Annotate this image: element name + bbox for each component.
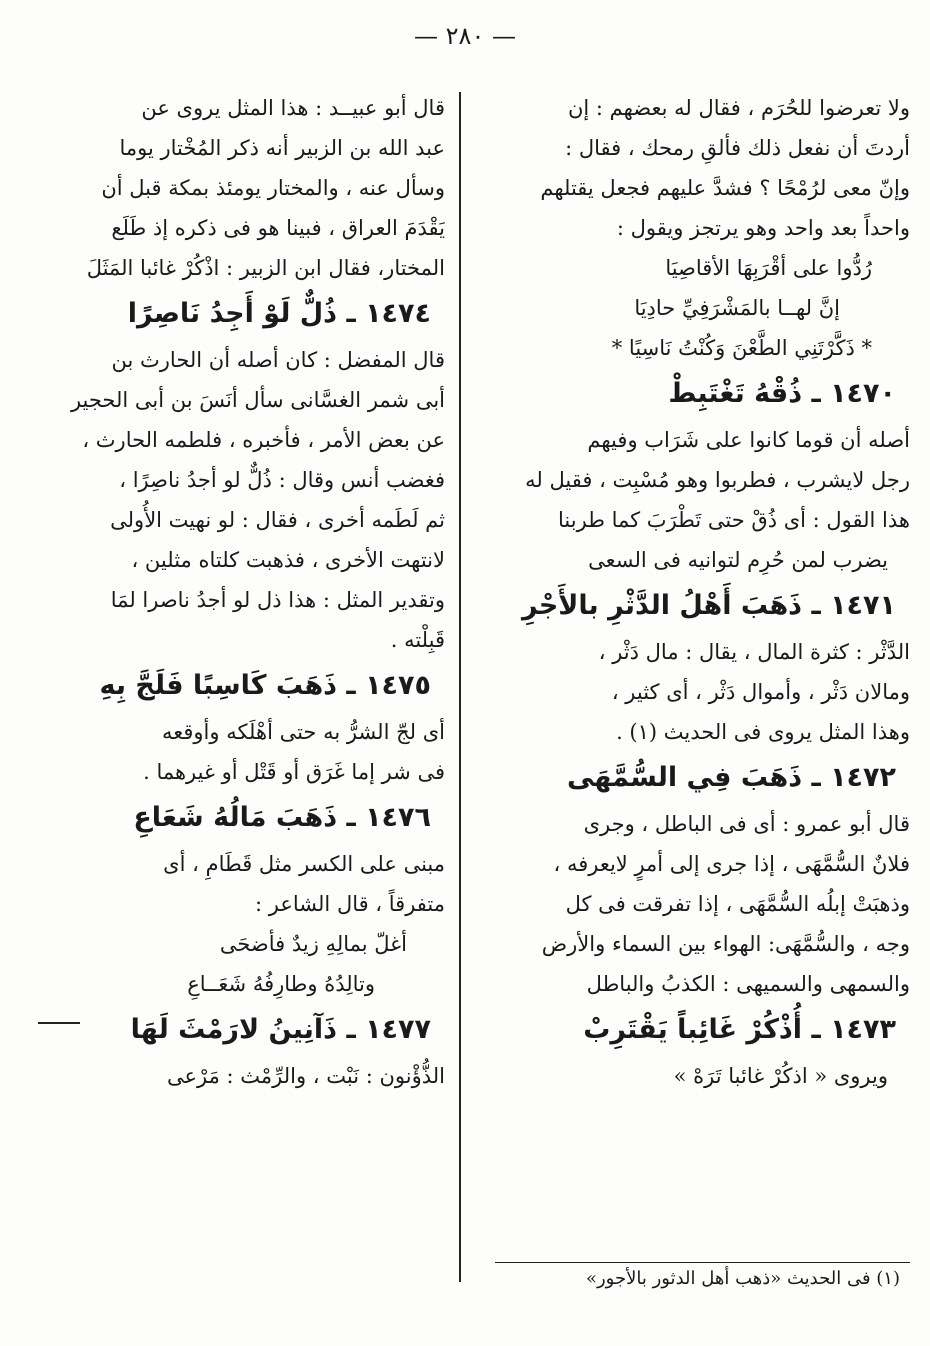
- left-column: [30, 88, 445, 1096]
- text-line: قال أبو عبيــد : هذا المثل يروى عن: [141, 96, 445, 120]
- text-line: فلانٌ السُّمَّهَى ، إذا جرى إلى أمرٍ لايعرفه ،: [553, 852, 910, 876]
- entry-heading-1473: ١٤٧٣ ـ أُذْكُرْ غَائِباً يَقْتَرِبْ: [583, 1014, 896, 1045]
- footnote: (١) فى الحديث «ذهب أهل الدثور بالأجور»: [585, 1268, 900, 1289]
- text-line: والسمهى والسميهى : الكذبُ والباطل: [586, 972, 910, 996]
- text-line: وذهبَتْ إبلُه السُّمَّهَى ، إذا تفرقت فى كل: [565, 892, 910, 916]
- text-line: ولا تعرضوا للحُرَم ، فقال له بعضهم : إن: [567, 96, 910, 120]
- text-line: قال أبو عمرو : أى فى الباطل ، وجرى: [583, 812, 910, 836]
- text-line: فغضب أنس وقال : ذُلٌّ لو أجدُ ناصِرًا ،: [119, 468, 445, 492]
- text-line: هذا القول : أى ذُقْ حتى تَطْرَبَ كما طربنا: [558, 508, 910, 532]
- verse-line: أغلّ بمالِهِ زيدٌ فأضحَى: [219, 932, 407, 956]
- text-line: يضرب لمن حُرِم لتوانيه فى السعى: [588, 548, 888, 572]
- text-line: الدَّثْر : كثرة المال ، يقال : مال دَثْر ،: [598, 640, 910, 664]
- text-line: أردتَ أن نفعل ذلك فألقِ رمحك ، فقال :: [565, 136, 910, 160]
- text-line: وإنّ معى لرُمْحًا ؟ فشدَّ عليهم فجعل يقتلهم: [540, 176, 910, 200]
- text-line: عبد الله بن الزبير أنه ذكر المُخْتار يوما: [119, 136, 445, 160]
- text-line: المختار، فقال ابن الزبير : اذْكُرْ غائبا المَثَلَ: [86, 256, 445, 280]
- text-line: ثم لَطَمه أخرى ، فقال : لو نهيت الأُولى: [110, 508, 445, 532]
- entry-heading-1470: ١٤٧٠ ـ ذُقْهُ تَغْتَبِطْ: [668, 378, 896, 409]
- text-line: وتقدير المثل : هذا ذل لو أجدُ ناصرا لمَا: [110, 588, 445, 612]
- entry-heading-1474: ١٤٧٤ ـ ذُلٌّ لَوْ أَجِدُ نَاصِرًا: [127, 298, 431, 329]
- verse-line: وتالِدُهُ وطارِفُهُ شَعَــاعِ: [187, 972, 375, 996]
- text-line: ومالان دَثْر ، وأموال دَثْر ، أى كثير ،: [611, 680, 910, 704]
- text-line: وهذا المثل يروى فى الحديث (١) .: [616, 720, 910, 744]
- verse-line: * ذَكَّرْتَنِي الطَّعْنَ وَكُنْتُ نَاسِيًا *: [611, 336, 872, 360]
- text-line: عن بعض الأمر ، فأخبره ، فلطمه الحارث ،: [82, 428, 445, 452]
- entry-heading-1471: ١٤٧١ ـ ذَهَبَ أَهْلُ الدَّثْرِ بالأَجْرِ: [522, 590, 896, 621]
- page-number: — ٢٨٠ —: [414, 22, 516, 50]
- verse-line: إنَّ لهــا بالمَشْرَفِيِّ حادِيَا: [634, 296, 840, 320]
- text-line: فى شر إما غَرَق أو قَتْل أو غيرهما .: [143, 760, 445, 784]
- text-line: لانتهت الأخرى ، فذهبت كلتاه مثلين ،: [131, 548, 445, 572]
- column-divider: [459, 92, 461, 1282]
- entry-heading-1477: ١٤٧٧ ـ ذَآنِينُ لارَمْثَ لَهَا: [130, 1014, 431, 1045]
- text-line: أبى شمر الغسَّانى سأل أنَسَ بن أبى الحجير: [70, 388, 445, 412]
- text-line: يَقْدَمَ العراق ، فبينا هو فى ذكره إذ طَلَع: [111, 216, 445, 240]
- text-line: واحداً بعد واحد وهو يرتجز ويقول :: [616, 216, 910, 240]
- text-line: رجل لايشرب ، فطربوا وهو مُسْبِت ، فقيل له: [525, 468, 910, 492]
- entry-heading-1475: ١٤٧٥ ـ ذَهَبَ كَاسِبًا فَلَجَّ بِهِ: [99, 670, 431, 701]
- text-line: متفرقاً ، قال الشاعر :: [255, 892, 445, 916]
- entry-heading-1472: ١٤٧٢ ـ ذَهَبَ فِي السُّمَّهَى: [566, 762, 896, 793]
- text-line: قال المفضل : كان أصله أن الحارث بن: [111, 348, 445, 372]
- text-line: مبنى على الكسر مثل قَطَامِ ، أى: [163, 852, 445, 876]
- entry-heading-1476: ١٤٧٦ ـ ذَهَبَ مَالُهُ شَعَاعِ: [133, 802, 431, 833]
- text-line: ويروى « اذكُرْ غائبا تَرَهْ »: [673, 1064, 888, 1088]
- text-line: أى لجّ الشرُّ به حتى أهْلَكه وأوقعه: [161, 720, 445, 744]
- text-line: أصله أن قوما كانوا على شَرَاب وفيهم: [587, 428, 910, 452]
- text-line: قَبِلْته .: [390, 628, 445, 652]
- text-line: وسأل عنه ، والمختار يومئذ بمكة قبل أن: [101, 176, 445, 200]
- text-line: الذُّؤْنون : نَبْت ، والرِّمْث : مَرْعى: [167, 1064, 445, 1088]
- verse-line: رُدُّوا على أقْرَبِهَا الأقاصِيَا: [665, 256, 872, 280]
- margin-dash: [38, 1022, 80, 1024]
- right-column: [485, 88, 910, 1096]
- text-line: وجه ، والسُّمَّهَى: الهواء بين السماء والأرض: [541, 932, 910, 956]
